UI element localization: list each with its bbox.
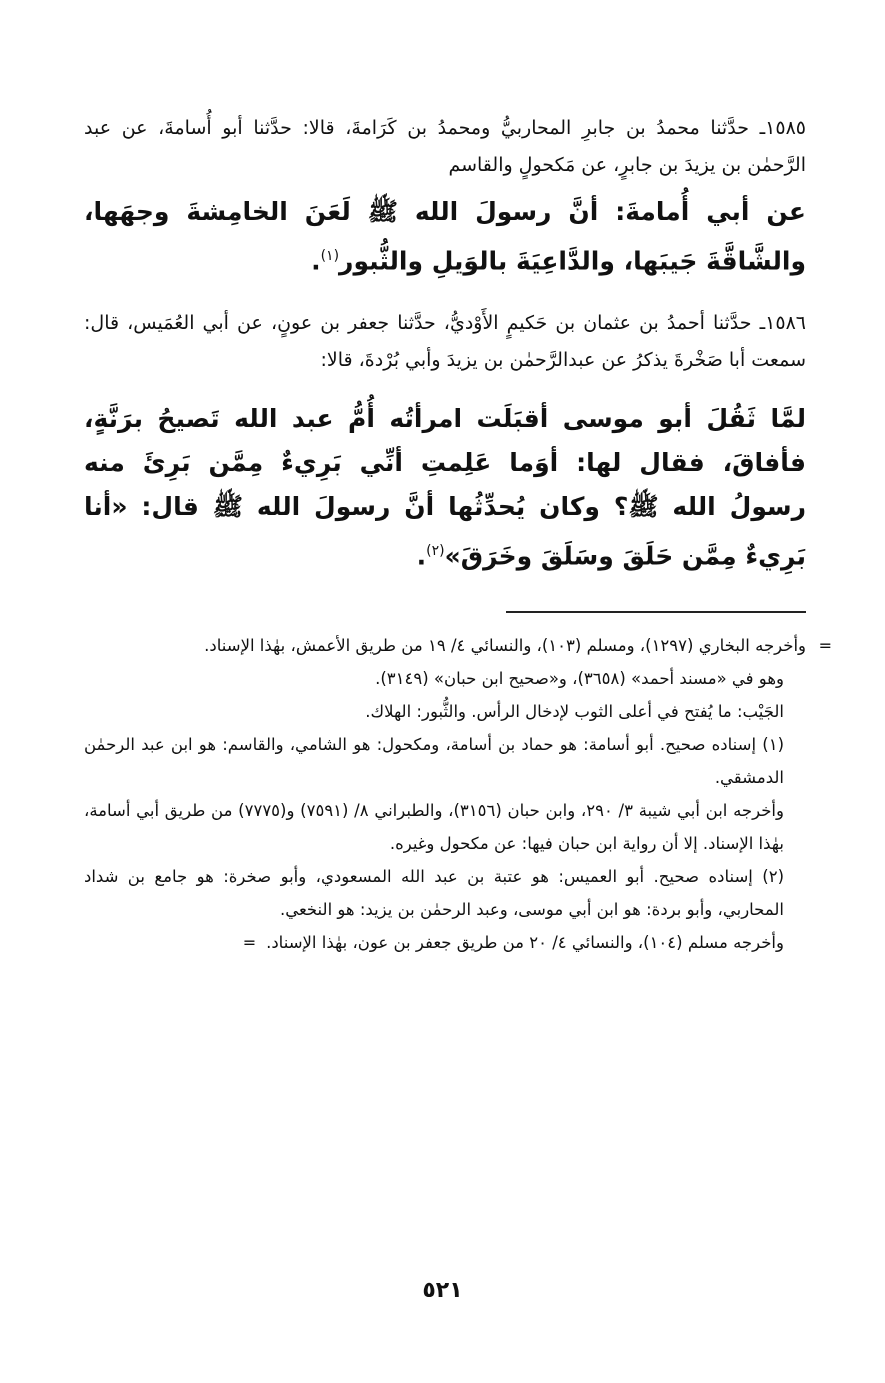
- footnote-2-a: (٢) إسناده صحيح. أبو العميس: هو عتبة بن عبد الله المسعودي، وأبو صخرة: هو جامع بن شداد المحاربي، وأبو بردة: هو ابن أبي موسى، وعبد الرحمٰن بن يزيد: هو النخعي.: [84, 866, 784, 919]
- page-number: ٥٢١: [422, 1278, 463, 1303]
- continuation-mark-start: =: [818, 635, 832, 655]
- book-page: [84, 110, 832, 959]
- footnote-2-b: [84, 926, 806, 959]
- footnote-1-b: وأخرجه ابن أبي شيبة ٣/ ٢٩٠، وابن حبان (٣١٥٦)، والطبراني ٨/ (٧٥٩١) و(٧٧٧٥) من طريق أبي أسامة، بهٰذا الإسناد. إلا أن رواية ابن حبان فيها: عن مكحول وغيره.: [84, 800, 784, 853]
- hadith-1585-matn-block: [84, 190, 806, 283]
- footnote-carryover-3: الجَيْب: ما يُفتح في أعلى الثوب لإدخال الرأس. والثُّبور: الهلاك.: [365, 701, 784, 721]
- hadith-1585-end: .: [311, 246, 321, 276]
- footnote-divider: [506, 611, 806, 613]
- footnote-carryover-text: وأخرجه البخاري (١٢٩٧)، ومسلم (١٠٣)، والنسائي ٤/ ١٩ من طريق الأعمش، بهٰذا الإسناد.: [204, 635, 806, 655]
- hadith-1585-isnad: ١٥٨٥ـ حدَّثنا محمدُ بن جابرِ المحاربيُّ ومحمدُ بن كَرَامةَ، قالا: حدَّثنا أبو أُسامةَ، عن عبد الرَّحمٰن بن يزيدَ بن جابرٍ، عن مَكحولٍ والقاسم: [84, 117, 806, 176]
- hadith-1586-matn-block: [84, 397, 806, 578]
- hadith-1586-matn: لمَّا ثَقُلَ أبو موسى أقبَلَت امرأتُه أُمُّ عبد الله تَصيحُ برَنَّةٍ، فأفاقَ، فقال لها: أوَما عَلِمتِ أنِّي بَرِيءٌ مِمَّن بَرِئَ منه رسولُ الله ﷺ؟ وكان يُحدِّثُها أنَّ رسولَ الله ﷺ قال: «أنا بَرِيءٌ مِمَّن حَلَقَ وسَلَقَ وخَرَقَ»: [84, 404, 806, 571]
- footnote-ref-2[interactable]: (٢): [426, 543, 445, 560]
- footnote-1-a: (١) إسناده صحيح. أبو أسامة: هو حماد بن أسامة، ومكحول: هو الشامي، والقاسم: هو ابن عبد الرحمٰن الدمشقي.: [84, 734, 784, 787]
- footnote-ref-1[interactable]: (١): [320, 248, 340, 264]
- continuation-mark-end: =: [242, 932, 257, 952]
- footnote-2-b-text: وأخرجه مسلم (١٠٤)، والنسائي ٤/ ٢٠ من طريق جعفر بن عون، بهٰذا الإسناد.: [266, 932, 784, 952]
- hadith-1586-isnad: ١٥٨٦ـ حدَّثنا أحمدُ بن عثمان بن حَكيمٍ الأَوْديُّ، حدَّثنا جعفر بن عونٍ، عن أبي العُمَيس، قال: سمعت أبا صَخْرةَ يذكرُ عن عبدالرَّحمٰن بن يزيدَ وأبي بُرْدةَ، قالا:: [84, 312, 806, 372]
- hadith-1586-end: .: [416, 541, 427, 571]
- footnote-carryover-2: وهو في «مسند أحمد» (٣٦٥٨)، و«صحيح ابن حبان» (٣١٤٩).: [375, 668, 784, 688]
- footnote-carryover: [84, 629, 832, 662]
- hadith-1585-matn: عن أبي أُمامةَ: أنَّ رسولَ الله ﷺ لَعَنَ الخامِشةَ وجهَها، والشَّاقَّةَ جَيبَها، والدَّاعِيَةَ بالوَيلِ والثُّبور: [84, 197, 806, 276]
